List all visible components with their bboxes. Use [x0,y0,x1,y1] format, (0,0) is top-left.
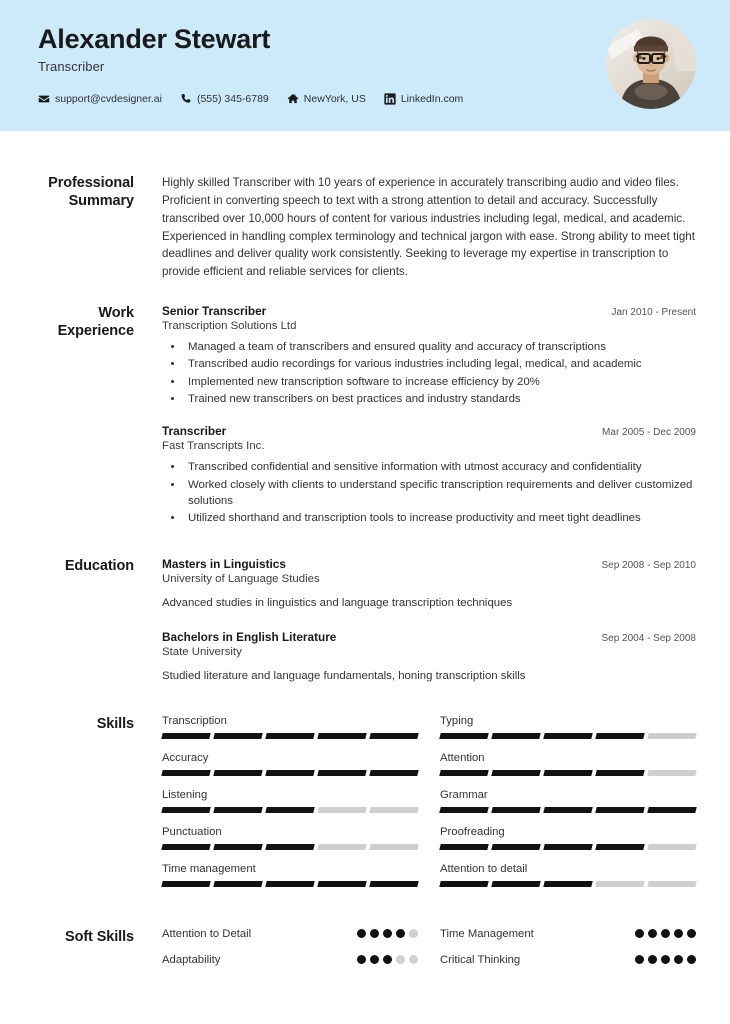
rating-dot [648,955,657,964]
skill-bar-segment [595,733,644,739]
contact-phone-label: (555) 345-6789 [196,93,269,105]
skill-bar-segment [161,881,210,887]
rating-dot [370,929,379,938]
soft-skill-rating [357,929,418,938]
skill-level-bar [162,807,418,813]
skill-level-bar [440,844,696,850]
section-professional-summary [38,131,696,281]
skill-bar-segment [595,881,644,887]
work-bullet-list [162,339,696,407]
skill-name: Listening [162,788,208,801]
skill-level-bar [162,844,418,850]
skill-name: Proofreading [440,825,505,838]
skill-level-bar [440,770,696,776]
work-bullet: • Trained new transcribers on best practices and industry standards [184,391,696,407]
rating-dot [661,955,670,964]
work-bullet: • Managed a team of transcribers and ensured quality and accuracy of transcriptions [184,339,696,355]
work-entry [162,424,696,526]
contact-email[interactable] [38,93,162,105]
skill-bar-segment [543,844,592,850]
soft-skill-item [440,928,696,940]
skill-bar-segment [265,770,314,776]
skill-item [440,789,696,826]
rating-dot [357,929,366,938]
summary-body [162,174,696,281]
skill-bar-segment [543,733,592,739]
contact-location[interactable] [287,93,366,105]
skill-name: Attention to detail [440,862,528,875]
envelope-icon [38,93,50,105]
skill-bar-segment [439,733,488,739]
skill-bar-segment [647,807,696,813]
skill-bar-segment [543,770,592,776]
candidate-role: Transcriber [38,59,105,75]
skill-bar-segment [595,807,644,813]
skill-level-bar [162,881,418,887]
rating-dot [409,955,418,964]
contact-linkedin-label: LinkedIn.com [400,93,464,105]
skill-bar-segment [213,844,262,850]
skill-bar-segment [491,770,540,776]
skill-item [162,715,418,752]
section-title-education: Education [64,558,134,575]
skill-bar-segment [265,733,314,739]
summary-text: Highly skilled Transcriber with 10 years of experience in accurately transcribing audio and video files. Proficient in converting speech to text with a strong attention to detail and accuracy. Successfully transcribed over 10,000 hours of content for various industries including legal, medical, and academic. Experienced in handling complex terminology and technical jargon with ease. Strong ability to meet tight deadlines and deliver quality work consistently. Seeking to leverage my expertise in transcription to provide efficient and reliable services for clients. [162,176,695,279]
section-title-soft-skills: Soft Skills [65,928,134,945]
work-job-title: Senior Transcriber [162,304,267,319]
skill-name: Grammar [440,788,488,801]
work-date-range: Jan 2010 - Present [611,307,696,319]
rating-dot [687,955,696,964]
skill-bar-segment [265,807,314,813]
resume-header [0,0,730,131]
skill-level-bar [162,770,418,776]
rating-dot [648,929,657,938]
education-entry [162,630,696,685]
rating-dot [687,929,696,938]
skill-bar-segment [369,807,418,813]
skill-bar-segment [647,770,696,776]
linkedin-icon [384,93,396,105]
skill-item [162,752,418,789]
education-description: Studied literature and language fundamentals, honing transcription skills [162,669,526,682]
section-education [38,527,696,684]
rating-dot [635,955,644,964]
skill-bar-segment [647,733,696,739]
skills-grid [162,715,696,900]
education-date-range: Sep 2008 - Sep 2010 [601,560,696,572]
home-icon [287,93,299,105]
skill-bar-segment [369,733,418,739]
skill-item [440,715,696,752]
skill-item [440,863,696,900]
contact-email-label: support@cvdesigner.ai [55,93,162,105]
skill-bar-segment [369,844,418,850]
candidate-name: Alexander Stewart [38,24,271,54]
skill-bar-segment [213,770,262,776]
education-body [162,557,696,684]
work-entry-head [162,424,696,438]
skill-bar-segment [317,770,366,776]
phone-icon [180,93,192,105]
skill-bar-segment [491,733,540,739]
work-job-title: Transcriber [162,424,227,439]
work-bullet-list [162,459,696,526]
skill-bar-segment [161,770,210,776]
soft-skill-rating [357,955,418,964]
skill-bar-segment [317,881,366,887]
skill-bar-segment [317,807,366,813]
skill-bar-segment [265,844,314,850]
skill-bar-segment [213,807,262,813]
skill-level-bar [440,733,696,739]
skill-bar-segment [491,807,540,813]
soft-skill-rating [635,955,696,964]
work-bullet: • Transcribed confidential and sensitive information with utmost accuracy and confidentiality [184,459,696,475]
rating-dot [370,955,379,964]
education-school: State University [162,645,242,658]
skill-bar-segment [317,844,366,850]
soft-skills-grid [162,928,696,966]
work-entry-head [162,304,696,318]
soft-skill-item [162,928,418,940]
contact-linkedin[interactable] [384,93,463,105]
skill-item [440,826,696,863]
work-company: Transcription Solutions Ltd [162,320,297,333]
education-entry [162,557,696,612]
skill-bar-segment [647,844,696,850]
work-date-range: Mar 2005 - Dec 2009 [602,427,696,439]
soft-skill-name: Critical Thinking [440,953,521,966]
skill-item [440,752,696,789]
skill-level-bar [440,881,696,887]
rating-dot [396,929,405,938]
rating-dot [357,955,366,964]
skill-bar-segment [491,881,540,887]
section-work-experience [38,281,696,527]
skill-name: Time management [162,862,256,875]
rating-dot [674,929,683,938]
rating-dot [383,955,392,964]
work-bullet: • Implemented new transcription software to increase efficiency by 20% [184,374,696,390]
work-bullet: • Worked closely with clients to understand specific transcription requirements and deliver customized solutions [184,477,696,510]
section-title-skills: Skills [96,715,134,732]
skill-bar-segment [369,881,418,887]
soft-skill-rating [635,929,696,938]
avatar [606,19,696,109]
skill-item [162,826,418,863]
skills-body [162,715,696,900]
work-bullet: • Transcribed audio recordings for various industries including legal, medical, and academic [184,356,696,372]
contact-location-label: NewYork, US [303,93,366,105]
skill-bar-segment [213,881,262,887]
skill-bar-segment [439,807,488,813]
skill-bar-segment [161,807,210,813]
rating-dot [635,929,644,938]
rating-dot [396,955,405,964]
skill-name: Transcription [162,714,227,727]
education-entry-head [162,557,696,571]
soft-skill-name: Adaptability [162,953,221,966]
avatar-photo [606,19,696,109]
skill-name: Attention [440,751,485,764]
soft-skills-body [162,928,696,966]
section-soft-skills [38,900,696,966]
skill-bar-segment [595,770,644,776]
section-skills [38,685,696,900]
soft-skill-item [440,954,696,966]
education-school: University of Language Studies [162,573,320,586]
soft-skill-name: Time Management [440,927,534,940]
skill-bar-segment [161,733,210,739]
skill-bar-segment [595,844,644,850]
work-company: Fast Transcripts Inc. [162,440,265,453]
skill-item [162,789,418,826]
education-degree: Bachelors in English Literature [162,629,337,644]
skill-bar-segment [439,881,488,887]
education-date-range: Sep 2004 - Sep 2008 [601,632,696,644]
rating-dot [661,929,670,938]
skill-level-bar [162,733,418,739]
contact-row [38,93,463,105]
section-title-work: Work Experience [57,305,134,340]
skill-bar-segment [265,881,314,887]
skill-name: Accuracy [162,751,209,764]
skill-item [162,863,418,900]
education-entry-head [162,630,696,644]
education-degree: Masters in Linguistics [162,557,286,572]
soft-skill-name: Attention to Detail [162,927,252,940]
skill-bar-segment [491,844,540,850]
resume-body [0,131,730,966]
contact-phone[interactable] [180,93,269,105]
skill-bar-segment [543,807,592,813]
rating-dot [409,929,418,938]
skill-bar-segment [161,844,210,850]
skill-bar-segment [543,881,592,887]
skill-name: Typing [440,714,474,727]
skill-bar-segment [317,733,366,739]
rating-dot [674,955,683,964]
skill-level-bar [440,807,696,813]
skill-bar-segment [647,881,696,887]
skill-bar-segment [213,733,262,739]
work-entry [162,304,696,407]
work-body [162,304,696,527]
skill-bar-segment [369,770,418,776]
rating-dot [383,929,392,938]
skill-bar-segment [439,770,488,776]
work-bullet: • Utilized shorthand and transcription tools to increase productivity and meet tight deadlines [184,510,696,526]
skill-name: Punctuation [162,825,222,838]
section-title-summary: Professional Summary [48,175,134,210]
education-description: Advanced studies in linguistics and language transcription techniques [162,597,513,610]
soft-skill-item [162,954,418,966]
skill-bar-segment [439,844,488,850]
